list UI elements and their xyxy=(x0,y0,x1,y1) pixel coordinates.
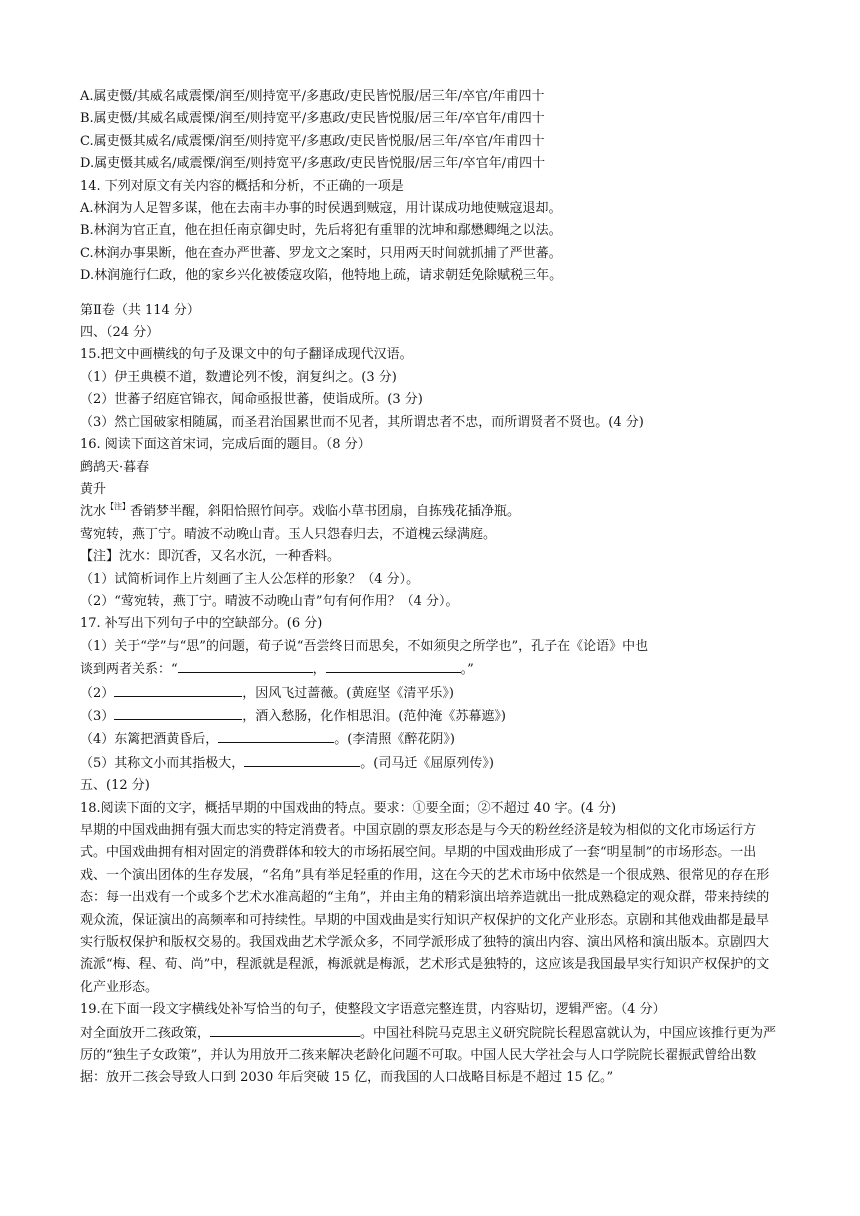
spacer xyxy=(80,288,780,300)
section-4-heading: 四、（24 分） xyxy=(80,325,160,341)
q14-option-d: D.林润施行仁政，他的家乡兴化被倭寇攻陷，他特地上疏，请求朝廷免除赋税三年。 xyxy=(80,268,563,284)
answer-blank[interactable] xyxy=(218,728,334,743)
q13-option-c: C.属吏慑其威名/咸震慄/润至/则持宽平/多惠政/吏民皆悦服/居三年/卒官/年甫四十 xyxy=(80,133,545,149)
q17-item-4 xyxy=(80,728,780,751)
question-19 xyxy=(80,999,780,1090)
answer-blank[interactable] xyxy=(114,705,242,720)
q14-option-c: C.林润办事果断，他在查办严世蕃、罗龙文之案时，只用两天时间就抓捕了严世蕃。 xyxy=(80,245,562,261)
poem-author: 黄升 xyxy=(80,481,107,497)
q17-item-5 xyxy=(80,752,780,775)
q17-item-5-prefix: （5）其称文小而其指极大， xyxy=(80,755,245,771)
q13-option-b: B.属吏慑/其威名咸震慄/润至/则持宽平/多惠政/吏民皆悦服/居三年/卒官年/甫四十 xyxy=(80,111,545,127)
question-17 xyxy=(80,613,780,775)
poem-line-1-rest: 香销梦半醒，斜阳恰照竹间亭。戏临小草书团扇，自拣残花插净瓶。 xyxy=(130,504,521,520)
q19-stem: 19.在下面一段文字横线处补写恰当的句子，使整段文字语意完整连贯，内容贴切，逻辑严密。（4 分） xyxy=(80,1002,666,1018)
answer-blank[interactable] xyxy=(114,682,242,697)
poem-title: 鹧鸪天·暮春 xyxy=(80,459,150,475)
poem-line-1 xyxy=(80,501,780,523)
q17-stem: 17. 补写出下列句子中的空缺部分。(6 分) xyxy=(80,616,323,632)
q17-item-1-end: 。” xyxy=(460,662,474,678)
poem-line-1-start: 沈水 xyxy=(80,504,107,520)
q17-item-1-sep: ， xyxy=(312,662,326,678)
answer-blank[interactable] xyxy=(178,658,313,673)
question-16 xyxy=(80,434,780,613)
q16-stem: 16. 阅读下面这首宋词，完成后面的题目。（8 分） xyxy=(80,437,371,453)
section-5-heading: 五、(12 分) xyxy=(80,778,150,794)
q17-item-4-rest: 。(李清照《醉花阴》) xyxy=(334,732,455,748)
q19-passage-start: 对全面放开二孩政策， xyxy=(80,1025,211,1041)
q17-item-3-rest: ，酒入愁肠，化作相思泪。(范仲淹《苏幕遮》) xyxy=(242,708,506,724)
question-15 xyxy=(80,344,780,434)
q17-item-3 xyxy=(80,705,780,728)
answer-blank[interactable] xyxy=(210,1022,360,1037)
q15-item-3: （3）然亡国破家相随属，而圣君治国累世而不见者，其所谓忠者不忠，而所谓贤者不贤也。(4 分) xyxy=(80,414,644,430)
answer-blank[interactable] xyxy=(244,752,360,767)
q17-item-2 xyxy=(80,682,780,705)
q17-item-4-prefix: （4）东篱把酒黄昏后， xyxy=(80,732,219,748)
q14-option-a: A.林润为人足智多谋，他在去南丰办事的时侯遇到贼寇，用计谋成功地使贼寇退却。 xyxy=(80,201,562,217)
q15-stem: 15.把文中画横线的句子及课文中的句子翻译成现代汉语。 xyxy=(80,347,413,363)
poem-line-2: 莺宛转，燕丁宁。晴波不动晚山青。玉人只怨春归去，不道槐云绿满庭。 xyxy=(80,526,497,542)
poem-note: 【注】沈水：即沉香，又名水沉，一种香料。 xyxy=(80,549,341,565)
q14-stem: 14. 下列对原文有关内容的概括和分析，不正确的一项是 xyxy=(80,178,404,194)
q17-item-1-prefix: 谈到两者关系：“ xyxy=(80,662,178,678)
q17-item-5-rest: 。(司马迁《屈原列传》) xyxy=(360,755,494,771)
q15-item-2: （2）世蕃子绍庭官锦衣，闻命亟报世蕃，使诣成所。(3 分) xyxy=(80,392,423,408)
question-18 xyxy=(80,798,780,1000)
q19-passage xyxy=(80,1022,780,1090)
exam-page xyxy=(80,86,780,1090)
q16-question-1: （1）试简析词作上片刻画了主人公怎样的形象？（4 分）。 xyxy=(80,571,420,587)
q13-options xyxy=(80,86,780,176)
part2-title: 第Ⅱ卷（共 114 分） xyxy=(80,302,200,318)
q13-option-a: A.属吏慑/其威名咸震慄/润至/则持宽平/多惠政/吏民皆悦服/居三年/卒官/年甫四十 xyxy=(80,89,545,104)
note-mark: 【注】 xyxy=(106,502,131,512)
q17-item-2-prefix: （2） xyxy=(80,685,115,701)
q13-option-d: D.属吏慑其威名/咸震慄/润至/则持宽平/多惠政/吏民皆悦服/居三年/卒官年/甫四十 xyxy=(80,156,546,172)
q19-passage-rest: 。中国社科院马克思主义研究院院长程恩富就认为，中国应该推行更为严厉的“独生子女政策”，并认为用放开二孩来解决老龄化问题不可取。中国人民大学社会与人口学院院长翟振武曾给出数据：放开二孩会导致人口到 2030 年后突破 15 亿，而我国的人口战略目标是不超过 15 亿。” xyxy=(80,1025,777,1086)
q18-stem: 18.阅读下面的文字，概括早期的中国戏曲的特点。要求：①要全面；②不超过 40 字。(4 分) xyxy=(80,800,617,816)
q16-question-2: （2）“莺宛转，燕丁宁。晴波不动晚山青”句有何作用？（4 分）。 xyxy=(80,593,459,609)
q17-item-2-rest: ，因风飞过蔷薇。(黄庭坚《清平乐》) xyxy=(242,685,454,701)
question-14 xyxy=(80,176,780,288)
q14-option-b: B.林润为官正直，他在担任南京御史时，先后将犯有重罪的沈坤和鄢懋卿绳之以法。 xyxy=(80,223,562,239)
answer-blank[interactable] xyxy=(326,658,461,673)
q17-item-3-prefix: （3） xyxy=(80,708,115,724)
q17-item-1-line-2 xyxy=(80,658,780,681)
q15-item-1: （1）伊王典模不道，数遭论列不悛，润复纠之。(3 分) xyxy=(80,369,397,385)
q17-item-1-line-1: （1）关于“学”与“思”的问题，荀子说“吾尝终日而思矣，不如须臾之所学也”，孔子在《论语》中也 xyxy=(80,638,649,654)
q18-passage: 早期的中国戏曲拥有强大而忠实的特定消费者。中国京剧的票友形态是与今天的粉丝经济是较为相似的文化市场运行方式。中国戏曲拥有相对固定的消费群体和较大的市场拓展空间。早期的中国戏曲形成了一套“明星制”的市场形态。一出戏、一个演出团体的生存发展，“名角”具有举足轻重的作用，这在今天的艺术市场中依然是一个很成熟、很常见的存在形态：每一出戏有一个或多个艺术水准高超的“主角”，并由主角的精彩演出培养造就出一批成熟稳定的观众群，带来持续的观众流，保证演出的高频率和可持续性。早期的中国戏曲是实行知识产权保护的文化产业形态。京剧和其他戏曲都是最早实行版权保护和版权交易的。我国戏曲艺术学派众多，不同学派形成了独特的演出内容、演出风格和演出版本。京剧四大流派“梅、程、荀、尚”中，程派就是程派，梅派就是梅派，艺术形式是独特的，这应该是我国最早实行知识产权保护的文化产业形态。 xyxy=(80,823,770,995)
